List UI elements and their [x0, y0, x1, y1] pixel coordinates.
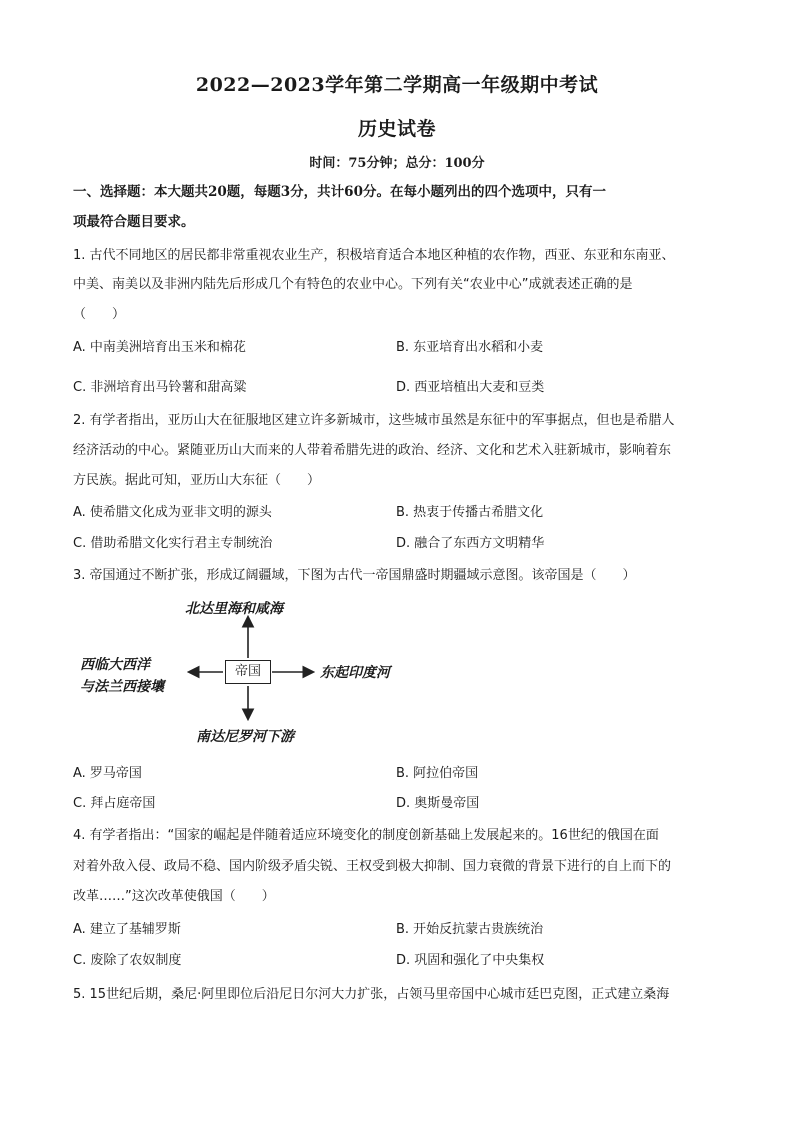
- empire-territory-diagram: [80, 596, 420, 756]
- diagram-east-label: 东起印度河: [320, 665, 390, 681]
- q3-stem-line1: 3. 帝国通过不断扩张，形成辽阔疆域，下图为古代一帝国鼎盛时期疆域示意图。该帝国是（ ）: [73, 568, 636, 583]
- q3-option-c[interactable]: C. 拜占庭帝国: [73, 796, 156, 811]
- q1-stem-line2: 中美、南美以及非洲内陆先后形成几个有特色的农业中心。下列有关“农业中心”成就表述正确的是: [73, 277, 633, 292]
- diagram-north-label: 北达里海和咸海: [185, 601, 283, 617]
- exam-title: 2022—2023学年第二学期高一年级期中考试: [195, 74, 599, 96]
- subject-title: 历史试卷: [357, 118, 436, 140]
- exam-info: 时间：75分钟；总分：100分: [309, 156, 485, 171]
- q2-stem-line3: 方民族。据此可知，亚历山大东征（ ）: [73, 473, 321, 488]
- q1-stem-line1: 1. 古代不同地区的居民都非常重视农业生产，积极培育适合本地区种植的农作物，西亚、东亚和东南亚、: [73, 248, 675, 263]
- section-heading-cont: 项最符合题目要求。: [73, 214, 195, 230]
- q2-stem-line2: 经济活动的中心。紧随亚历山大而来的人带着希腊先进的政治、经济、文化和艺术入驻新城市，影响着东: [73, 443, 672, 458]
- q3-option-a[interactable]: A. 罗马帝国: [73, 766, 142, 781]
- section-heading: 一、选择题：本大题共20题，每题3分，共计60分。在每小题列出的四个选项中，只有一: [73, 184, 606, 200]
- q3-option-d[interactable]: D. 奥斯曼帝国: [396, 796, 480, 811]
- q2-option-c[interactable]: C. 借助希腊文化实行君主专制统治: [73, 536, 273, 551]
- q1-option-c[interactable]: C. 非洲培育出马铃薯和甜高粱: [73, 380, 247, 395]
- q3-option-b[interactable]: B. 阿拉伯帝国: [396, 766, 479, 781]
- q4-stem-line2: 对着外敌入侵、政局不稳、国内阶级矛盾尖锐、王权受到极大抑制、国力衰微的背景下进行的自上而下的: [73, 859, 672, 874]
- diagram-west-label-2: 与法兰西接壤: [80, 679, 164, 695]
- diagram-center-box: 帝国: [225, 660, 271, 684]
- q1-option-a[interactable]: A. 中南美洲培育出玉米和棉花: [73, 340, 246, 355]
- q4-stem-line3: 改革……”这次改革使俄国（ ）: [73, 889, 275, 904]
- diagram-west-label-1: 西临大西洋: [80, 657, 150, 673]
- q2-option-a[interactable]: A. 使希腊文化成为亚非文明的源头: [73, 505, 272, 520]
- diagram-south-label: 南达尼罗河下游: [196, 729, 294, 745]
- q2-option-b[interactable]: B. 热衷于传播古希腊文化: [396, 505, 544, 520]
- q4-option-d[interactable]: D. 巩固和强化了中央集权: [396, 953, 545, 968]
- q5-stem-line1: 5. 15世纪后期，桑尼·阿里即位后沿尼日尔河大力扩张，占领马里帝国中心城市廷巴克图，正式建立桑海: [73, 987, 670, 1002]
- q4-option-a[interactable]: A. 建立了基辅罗斯: [73, 922, 181, 937]
- q1-option-b[interactable]: B. 东亚培育出水稻和小麦: [396, 340, 544, 355]
- q4-stem-line1: 4. 有学者指出：“国家的崛起是伴随着适应环境变化的制度创新基础上发展起来的。16世纪的俄国在面: [73, 828, 659, 843]
- q2-stem-line1: 2. 有学者指出，亚历山大在征服地区建立许多新城市，这些城市虽然是东征中的军事据点，但也是希腊人: [73, 413, 675, 428]
- q1-stem-line3: （ ）: [73, 307, 126, 322]
- q2-option-d[interactable]: D. 融合了东西方文明精华: [396, 536, 545, 551]
- q4-option-b[interactable]: B. 开始反抗蒙古贵族统治: [396, 922, 544, 937]
- q1-option-d[interactable]: D. 西亚培植出大麦和豆类: [396, 380, 545, 395]
- q4-option-c[interactable]: C. 废除了农奴制度: [73, 953, 182, 968]
